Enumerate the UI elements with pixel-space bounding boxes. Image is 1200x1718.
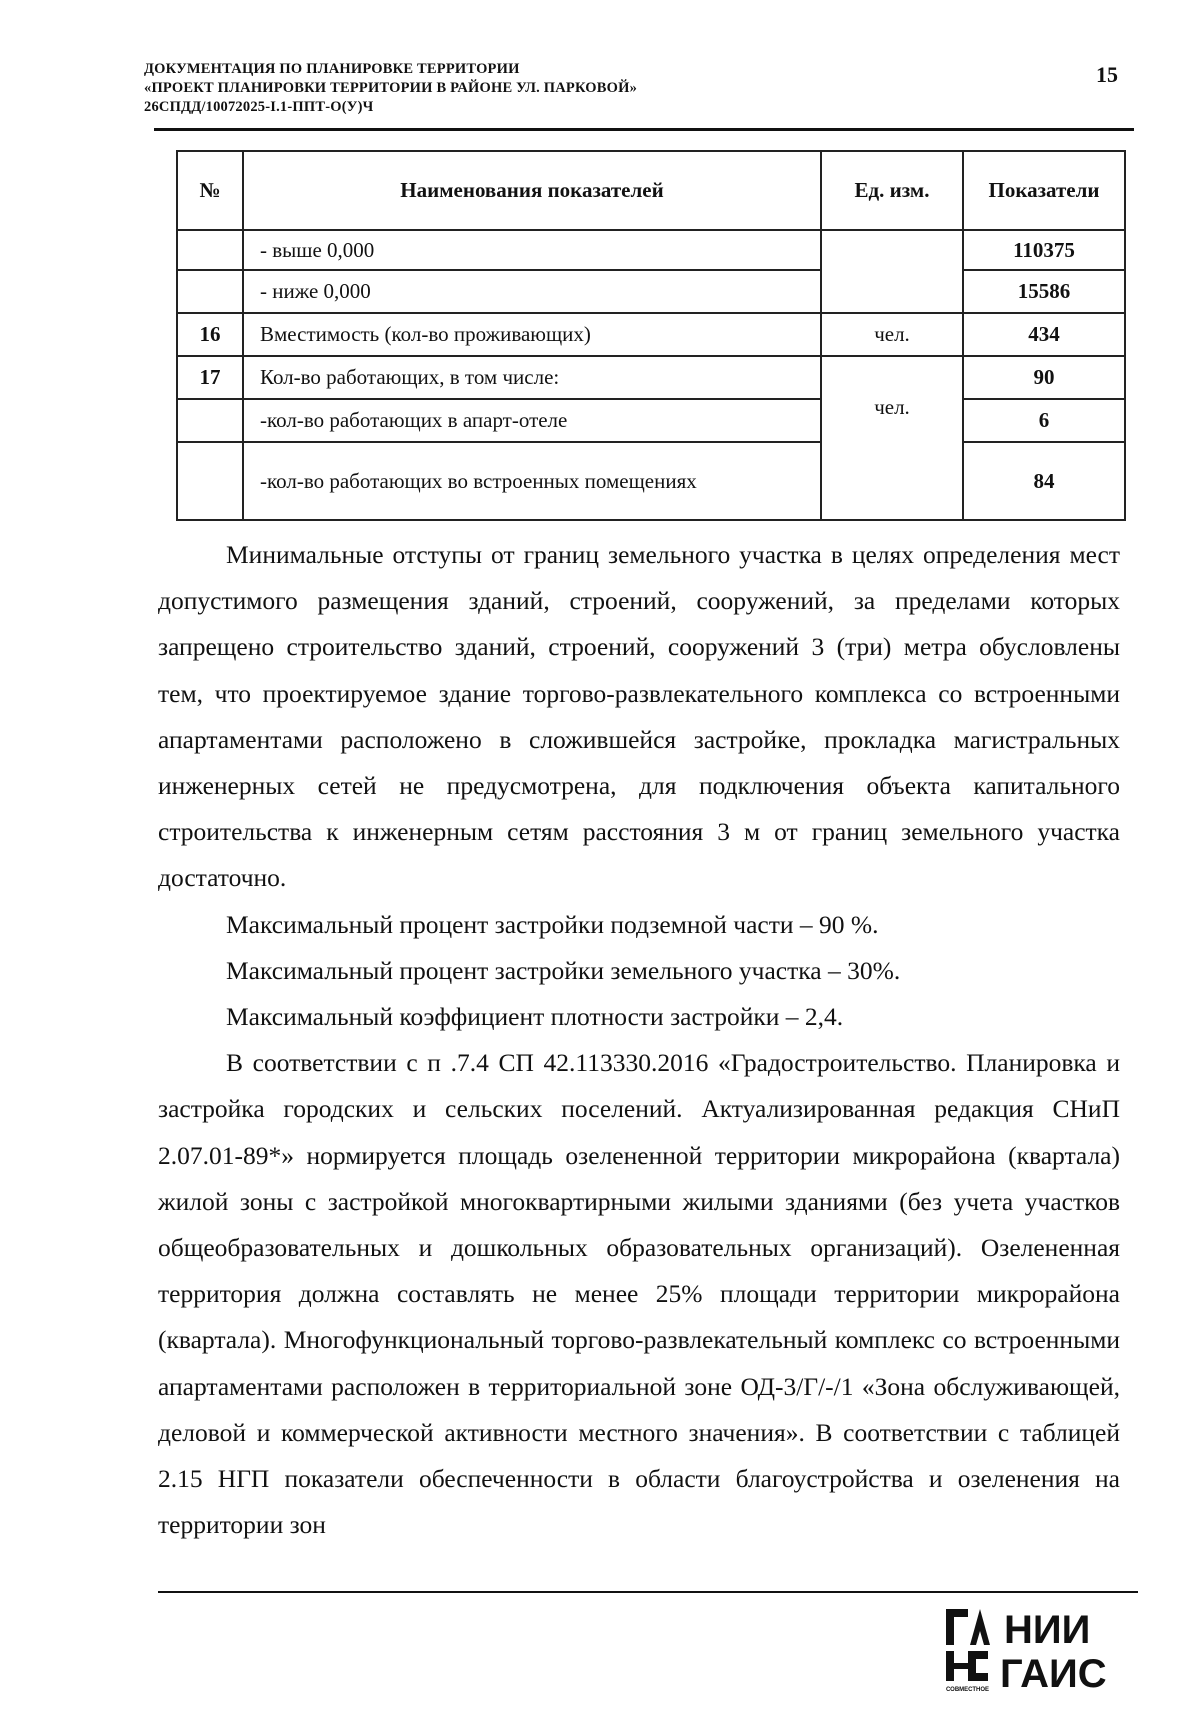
header-num: № [177, 151, 243, 230]
row-name: Вместимость (кол-во проживающих) [243, 313, 821, 356]
row-num [177, 270, 243, 313]
row-unit-empty [821, 230, 963, 313]
svg-text:СОВМЕСТНОЕ: СОВМЕСТНОЕ [946, 1687, 990, 1693]
svg-text:НИИ: НИИ [1004, 1608, 1091, 1652]
table-row [177, 230, 1125, 270]
table-row [177, 442, 1125, 520]
row-name: - выше 0,000 [243, 230, 821, 270]
row-name: -кол-во работающих во встроенных помещениях [243, 442, 821, 520]
header-line-1: ДОКУМЕНТАЦИЯ ПО ПЛАНИРОВКЕ ТЕРРИТОРИИ [144, 61, 520, 77]
indicators-table [176, 150, 1126, 521]
table-row [177, 356, 1125, 399]
row-unit: чел. [821, 356, 963, 520]
header-value: Показатели [963, 151, 1125, 230]
footer-divider [158, 1591, 1138, 1593]
row-num [177, 230, 243, 270]
page-number: 15 [1096, 62, 1118, 87]
header-unit: Ед. изм. [821, 151, 963, 230]
row-name: - ниже 0,000 [243, 270, 821, 313]
row-num [177, 399, 243, 442]
paragraph: В соответствии с п .7.4 СП 42.113330.2016 «Градостроительство. Планировка и застройка городских и сельских поселений. Актуализированная редакция СНиП 2.07.01-89*» нормируется площадь озелененной территории микрорайона (квартала) жилой зоны с застройкой многоквартирными жилыми зданиями (без учета участков общеобразовательных и дошкольных образовательных организаций). Озелененная территория должна составлять не менее 25% площади территории микрорайона (квартала). Многофункциональный торгово-развлекательный комплекс со встроенными апартаментами расположен в территориальной зоне ОД-3/Г/-/1 «Зона обслуживающей, деловой и коммерческой активности местного значения». В соответствии с таблицей 2.15 НГП показатели обеспеченности в области благоустройства и озеленения на территории зон [158, 1048, 1120, 1540]
row-value: 90 [963, 356, 1125, 399]
row-num: 16 [177, 313, 243, 356]
paragraph: Максимальный процент застройки земельного участка – 30%. [226, 955, 901, 985]
row-value: 434 [963, 313, 1125, 356]
paragraph: Минимальные отступы от границ земельного участка в целях определения мест допустимого размещения зданий, строений, сооружений, за пределами которых запрещено строительство зданий, строений, сооружений 3 (три) метра обусловлены тем, что проектируемое здание торгово-развлекательного комплекса со встроенными апартаментами расположено в сложившейся застройке, прокладка магистральных инженерных сетей не предусмотрена, для подключения объекта капитального строительства к инженерным сетям расстояния 3 м от границ земельного участка достаточно. [158, 540, 1120, 893]
row-unit: чел. [821, 313, 963, 356]
row-num: 17 [177, 356, 243, 399]
row-value: 84 [963, 442, 1125, 520]
paragraph: Максимальный процент застройки подземной части – 90 %. [226, 909, 879, 939]
header-line-2: «ПРОЕКТ ПЛАНИРОВКИ ТЕРРИТОРИИ В РАЙОНЕ УЛ. ПАРКОВОЙ» [144, 80, 638, 96]
header-divider [154, 128, 1134, 131]
row-num [177, 442, 243, 520]
row-name: Кол-во работающих, в том числе: [243, 356, 821, 399]
table-row [177, 270, 1125, 313]
document-header [144, 60, 1004, 117]
svg-text:ГАИС: ГАИС [1000, 1652, 1107, 1695]
paragraph: Максимальный коэффициент плотности застройки – 2,4. [226, 1002, 844, 1032]
header-line-3: 26СПДД/10072025-I.1-ППТ-О(У)Ч [144, 99, 374, 115]
row-value: 15586 [963, 270, 1125, 313]
header-name: Наименования показателей [243, 151, 821, 230]
table-header-row [177, 151, 1125, 230]
table-row [177, 399, 1125, 442]
nii-gais-logo-icon [944, 1605, 1124, 1695]
row-value: 110375 [963, 230, 1125, 270]
row-name: -кол-во работающих в апарт-отеле [243, 399, 821, 442]
row-value: 6 [963, 399, 1125, 442]
table-row [177, 313, 1125, 356]
body-text [158, 532, 1120, 1548]
